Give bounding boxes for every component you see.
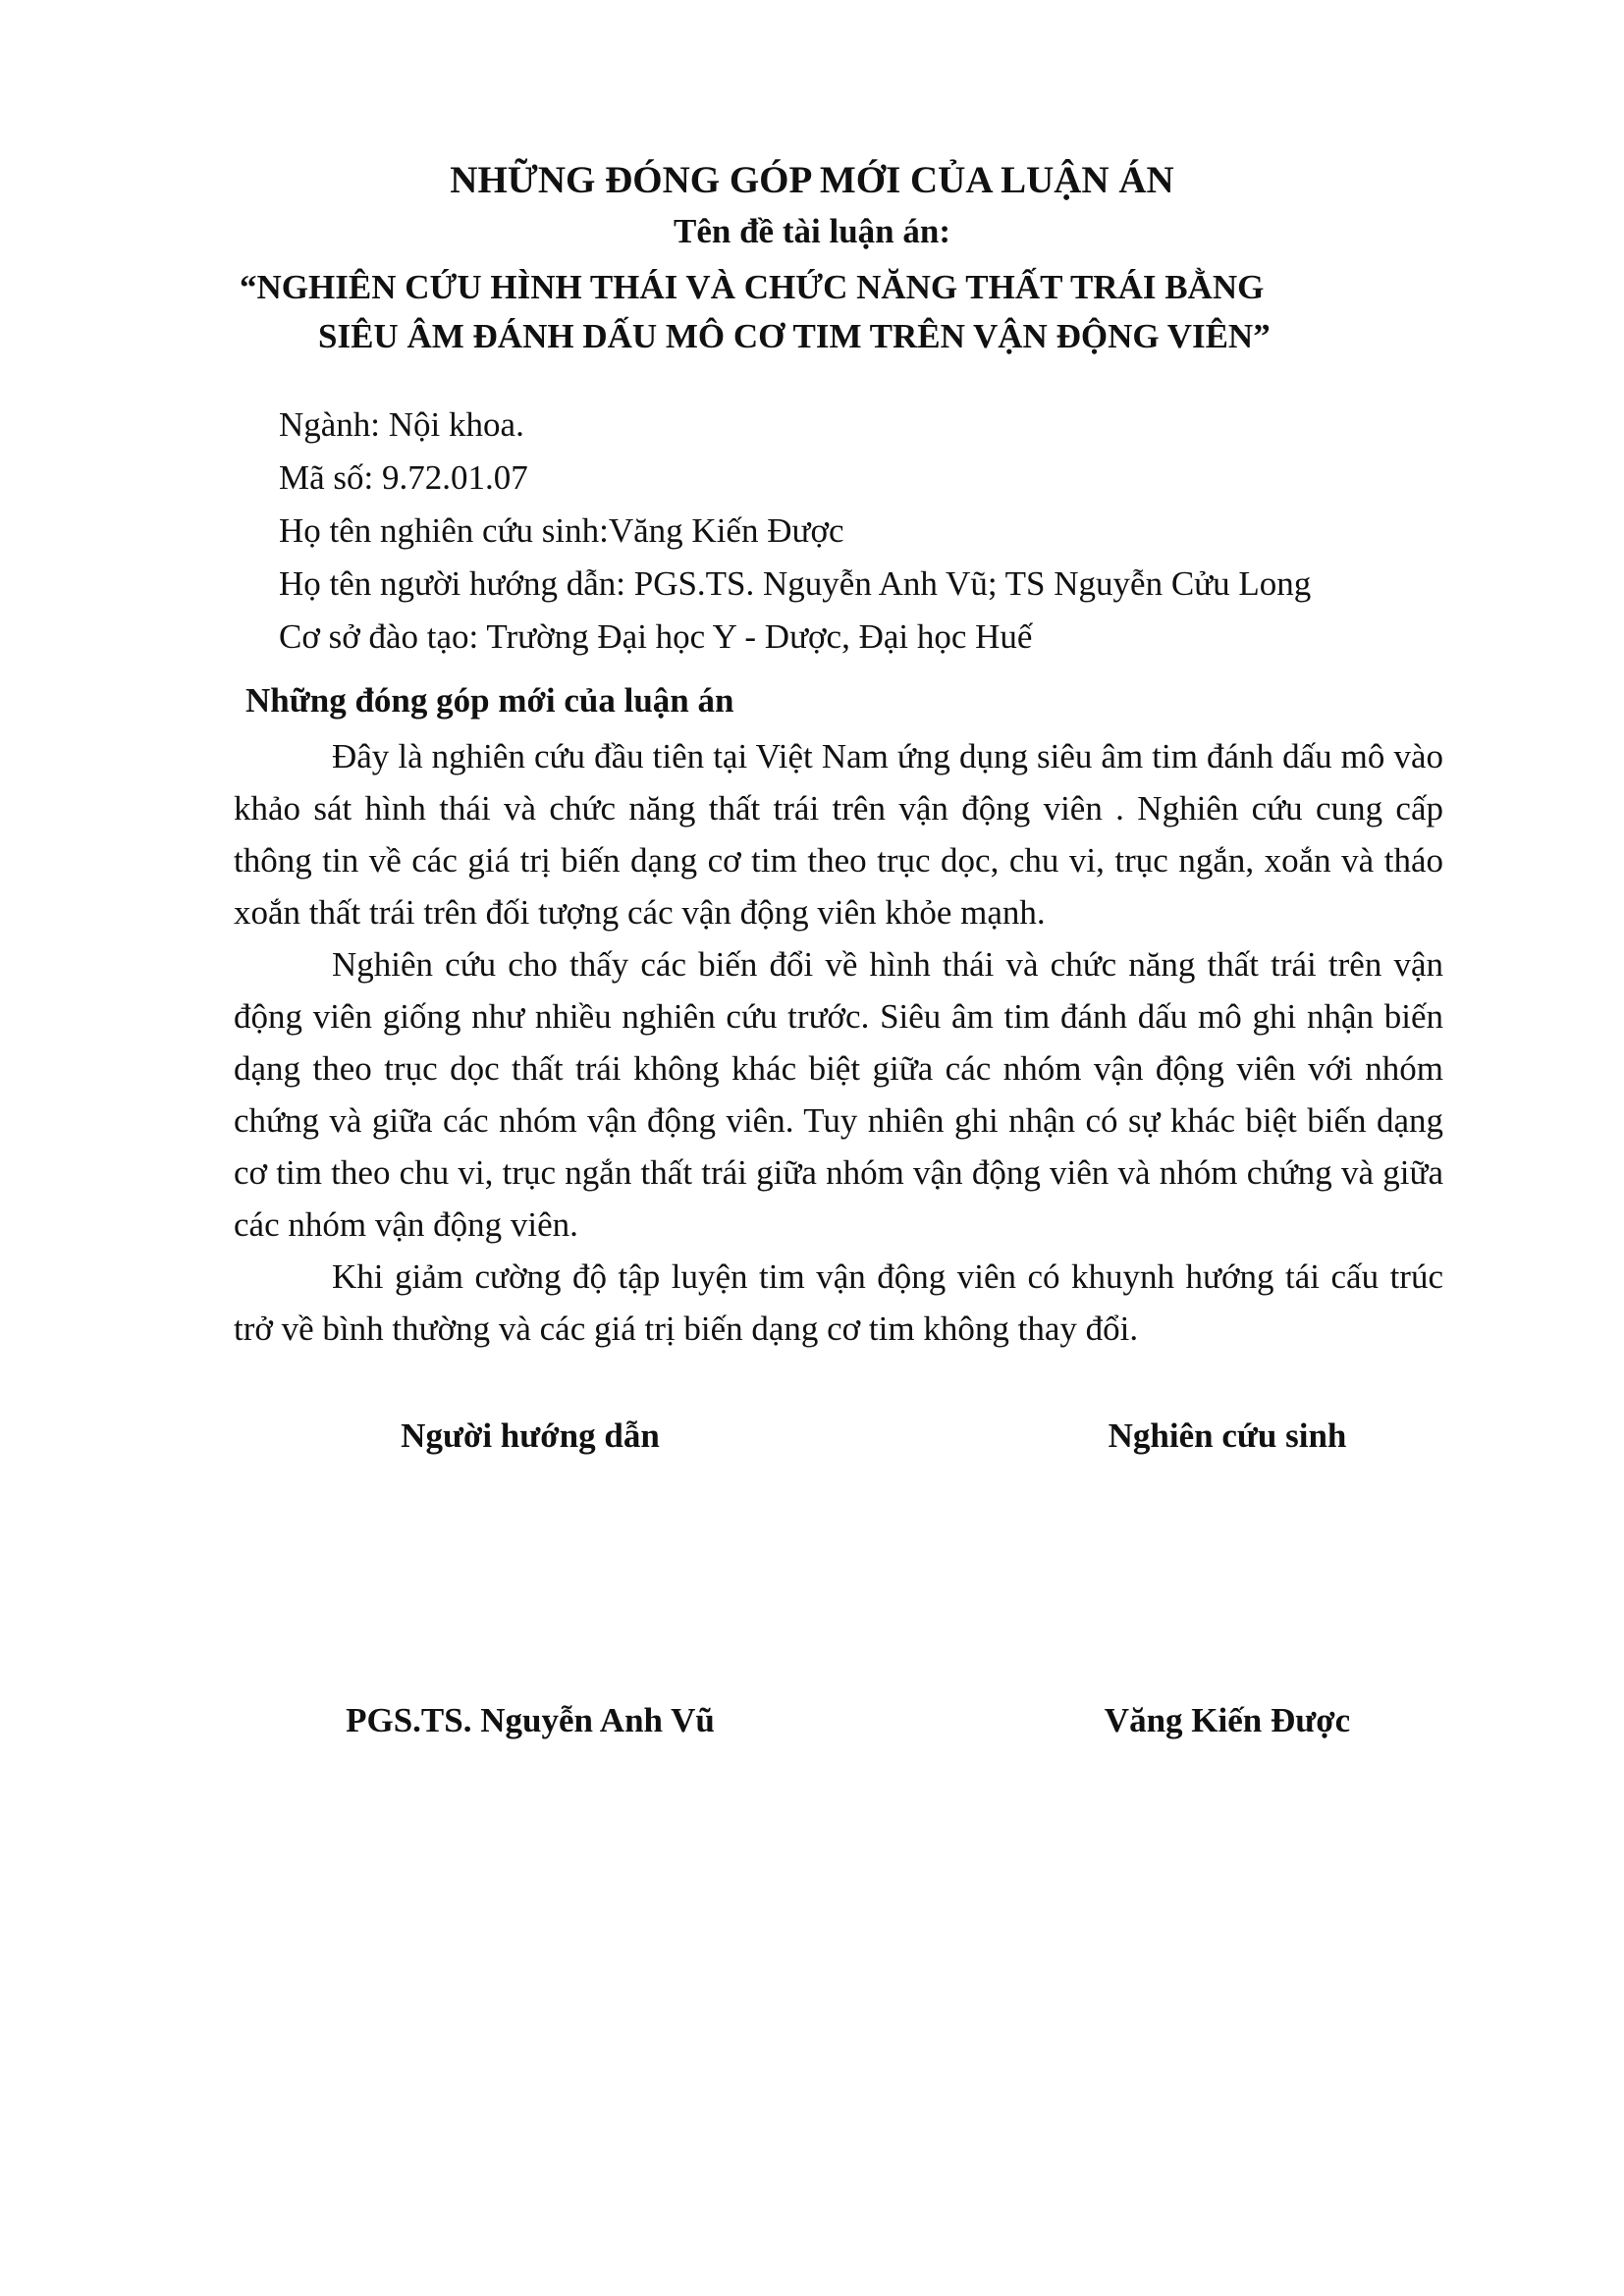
- info-institution: Cơ sở đào tạo: Trường Đại học Y - Dược, Đại học Huế: [279, 617, 1033, 656]
- thesis-title-line-2: SIÊU ÂM ĐÁNH DẤU MÔ CƠ TIM TRÊN VẬN ĐỘNG VIÊN”: [318, 317, 1271, 355]
- page-title: NHỮNG ĐÓNG GÓP MỚI CỦA LUẬN ÁN: [450, 159, 1174, 201]
- paragraph-2: Nghiên cứu cho thấy các biến đổi về hình thái và chức năng thất trái trên vận động viên giống như nhiều nghiên cứu trước. Siêu âm tim đánh dấu mô ghi nhận biến dạng theo trục dọc thất trái không khác biệt giữa các nhóm vận động viên với nhóm chứng và giữa các nhóm vận động viên. Tuy nhiên ghi nhận có sự khác biệt biến dạng cơ tim theo chu vi, trục ngắn thất trái giữa nhóm vận động viên và nhóm chứng và giữa các nhóm vận động viên.: [234, 945, 1443, 1244]
- student-name: Văng Kiến Được: [1104, 1701, 1351, 1739]
- thesis-title-label: Tên đề tài luận án:: [674, 212, 950, 250]
- section-heading: Những đóng góp mới của luận án: [245, 681, 734, 720]
- thesis-info: [279, 399, 1457, 664]
- paragraph-3: Khi giảm cường độ tập luyện tim vận động viên có khuynh hướng tái cấu trúc trở về bình thường và các giá trị biến dạng cơ tim không thay đổi.: [234, 1257, 1443, 1348]
- info-student: Họ tên nghiên cứu sinh:Văng Kiến Được: [279, 511, 844, 550]
- advisor-name: PGS.TS. Nguyễn Anh Vũ: [346, 1701, 715, 1739]
- thesis-title-line-1: “NGHIÊN CỨU HÌNH THÁI VÀ CHỨC NĂNG THẤT TRÁI BẰNG: [240, 268, 1265, 306]
- info-major: Ngành: Nội khoa.: [279, 405, 524, 444]
- student-signature-label: Nghiên cứu sinh: [1108, 1416, 1347, 1455]
- paragraph-1: Đây là nghiên cứu đầu tiên tại Việt Nam ứng dụng siêu âm tim đánh dấu mô vào khảo sát hình thái và chức năng thất trái trên vận động viên . Nghiên cứu cung cấp thông tin về các giá trị biến dạng cơ tim theo trục dọc, chu vi, trục ngắn, xoắn và tháo xoắn thất trái trên đối tượng các vận động viên khỏe mạnh.: [234, 737, 1443, 932]
- info-advisors: Họ tên người hướng dẫn: PGS.TS. Nguyễn Anh Vũ; TS Nguyễn Cửu Long: [279, 564, 1312, 603]
- info-code: Mã số: 9.72.01.07: [279, 458, 528, 497]
- thesis-title: [240, 263, 1398, 361]
- advisor-signature-label: Người hướng dẫn: [401, 1416, 660, 1455]
- contributions-body: [234, 730, 1443, 1355]
